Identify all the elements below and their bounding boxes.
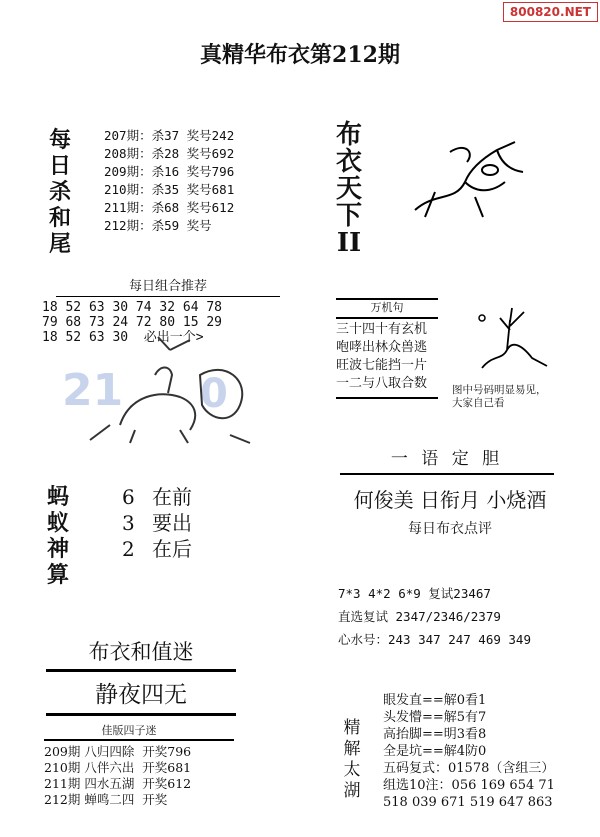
svg-text:0: 0: [200, 371, 228, 417]
list-item: 518 039 671 519 647 863: [383, 795, 553, 810]
divider: [56, 296, 280, 297]
ant-num: 6: [122, 485, 135, 509]
ant-num: 3: [122, 511, 135, 535]
combo-line: 18 52 63 30 74 32 64 78: [42, 300, 223, 315]
buyi-char: 天: [335, 174, 362, 204]
recommend-line: 直选复试 2347/2346/2379: [338, 609, 501, 624]
daily-combo-heading: 每日组合推荐: [128, 279, 207, 294]
recommend-line: 7*3 4*2 6*9 复试23467: [338, 586, 491, 601]
ant-num: 2: [122, 537, 135, 561]
list-item: 五码复式：01578（含组三）: [383, 761, 555, 776]
list-item: 207期：杀37 奖号242: [104, 128, 235, 143]
figure-sketch-illustration: [405, 122, 530, 222]
list-item: 210期 八伴六出 开奖681: [44, 760, 192, 775]
one-word-sub: 每日布衣点评: [408, 521, 492, 537]
poem-line: 三十四十有玄机: [336, 322, 428, 337]
tree-rock-illustration: [462, 300, 552, 370]
poem-box: [336, 298, 438, 399]
divider: [336, 397, 438, 399]
daily-tail-char: 尾: [48, 231, 71, 257]
ant-god-list: [122, 484, 192, 562]
divider: [46, 669, 236, 672]
one-word-phrase: 何俊美 日衔月 小烧酒: [353, 488, 547, 512]
four-char: [44, 722, 234, 808]
buyi-char: 衣: [335, 147, 362, 177]
list-item: 211期：杀68 奖号612: [104, 200, 235, 215]
divider: [44, 739, 234, 741]
ant-char: 算: [46, 563, 69, 588]
combo-line: 18 52 63 30 必出一个>: [42, 330, 204, 345]
jing-char: 精: [343, 718, 361, 738]
daily-tail-char: 日: [48, 153, 71, 179]
jing-jie-label: [338, 718, 366, 802]
list-item: [122, 510, 192, 536]
list-item: 全是坑==解4防0: [383, 744, 487, 759]
poem-line: 旺波七能挡一片: [336, 358, 428, 373]
list-item: 209期 八归四除 开奖796: [44, 744, 192, 759]
buyi-char: 布: [335, 120, 362, 150]
buyi-char: II: [336, 228, 362, 258]
jing-char: 湖: [343, 781, 361, 801]
poem-note-line: 图中号码明显易见，: [452, 384, 547, 396]
jing-jie-list: [383, 692, 598, 811]
buyi-char: 下: [335, 201, 362, 231]
warrior-horse-illustration: [60, 335, 260, 445]
ant-text: 在前: [152, 485, 192, 509]
list-item: 组选10注：056 169 654 71: [383, 778, 555, 793]
list-item: [122, 536, 192, 562]
one-word-heading: 一 语 定 胆: [390, 449, 504, 469]
riddle-phrase: 静夜四无: [95, 682, 187, 708]
list-item: 211期 四水五湖 开奖612: [44, 776, 192, 791]
ant-char: 蚁: [46, 511, 69, 536]
poem-line: 咆哮出林众兽逃: [336, 340, 428, 355]
ant-text: 在后: [152, 537, 192, 561]
divider: [336, 317, 438, 319]
daily-tail-char: 杀: [48, 179, 71, 205]
daily-tail-char: 每: [48, 127, 71, 153]
list-item: 头发懵==解5有7: [383, 710, 487, 725]
list-item: [122, 484, 192, 510]
poem-note: [452, 384, 547, 410]
recommend: [338, 582, 531, 651]
one-word: [340, 444, 554, 475]
site-badge[interactable]: 800820.NET: [503, 2, 598, 22]
divider: [46, 713, 236, 716]
list-item: 208期：杀28 奖号692: [104, 146, 235, 161]
jing-char: 太: [343, 760, 361, 780]
ant-text: 要出: [152, 511, 192, 535]
list-item: 高抬脚==明3看8: [383, 727, 487, 742]
list-item: 212期 蝉鸣二四 开奖: [44, 792, 168, 807]
ant-god-label: [44, 485, 72, 589]
daily-tail-list: [104, 127, 234, 235]
riddle-heading: 布衣和值迷: [88, 640, 194, 664]
poem-note-line: 大家自己看: [452, 397, 505, 409]
list-item: 210期：杀35 奖号681: [104, 182, 235, 197]
buyi-tianxia-label: [332, 122, 366, 257]
jing-char: 解: [343, 739, 361, 759]
page-title: 真精华布衣第212期: [200, 42, 400, 68]
poem-line: 一二与八取合数: [336, 376, 428, 391]
divider: [340, 473, 554, 475]
list-item: 212期：杀59 奖号: [104, 218, 212, 233]
list-item: 眼发直==解0看1: [383, 693, 487, 708]
daily-tail-label: [46, 127, 74, 257]
ant-char: 神: [46, 537, 69, 562]
svg-text:21: 21: [62, 365, 124, 416]
four-char-heading: 佳版四子迷: [101, 724, 157, 737]
list-item: 209期：杀16 奖号796: [104, 164, 235, 179]
daily-tail-char: 和: [48, 205, 71, 231]
ant-char: 蚂: [46, 485, 69, 510]
recommend-line: 心水号：243 347 247 469 349: [338, 632, 531, 647]
poem-heading: 万机句: [370, 301, 404, 314]
combo-line: 79 68 73 24 72 80 15 29: [42, 315, 223, 330]
buyi-riddle: [46, 636, 236, 716]
